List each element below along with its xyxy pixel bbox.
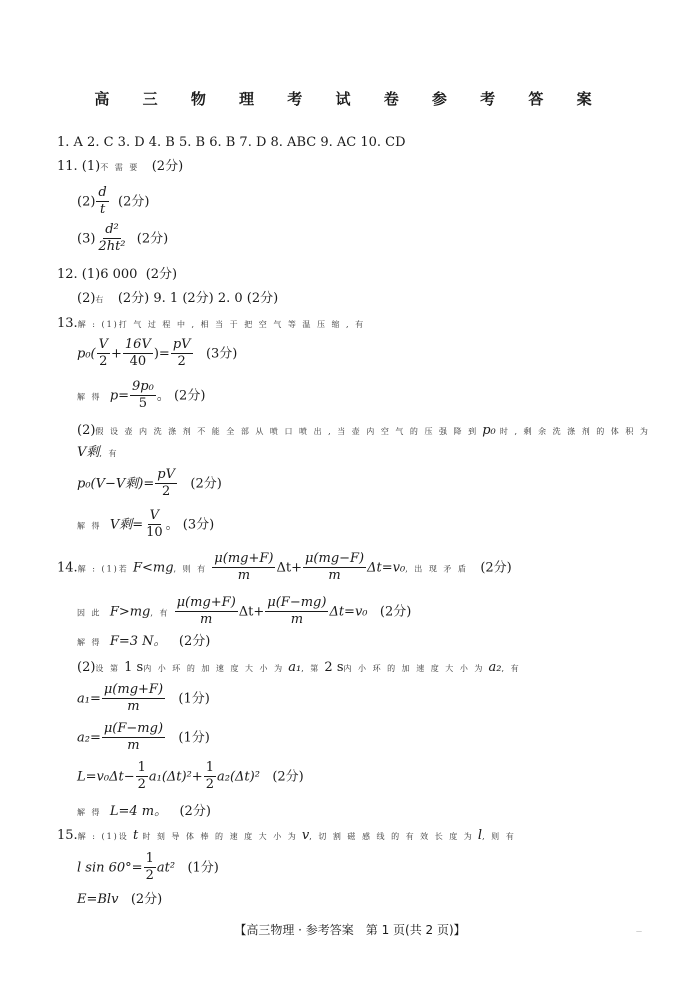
fraction: $\frac{\mu(mg+F)}{m}$ <box>214 551 274 584</box>
fraction: $\frac{1}{2}$ <box>145 851 154 884</box>
q13-sol2: 解 得 V剩= $\frac{V}{10}$ 。 (3分) <box>77 508 215 541</box>
fraction: $\frac{\mu(mg+F)}{m}$ <box>176 595 236 628</box>
q14-line8: 解 得 L=4 m。 (2分) <box>77 804 211 819</box>
q14-line1: 14.解 : (1)若 F<mg, 则 有 $\frac{\mu(mg+F)}{m}$ Δt+ $\frac{\mu(mg-F)}{m}$ Δt=v₀, 出 现 矛 盾 (2分) <box>57 551 512 584</box>
page-title: 高 三 物 理 考 试 卷 参 考 答 案 <box>94 90 606 108</box>
q13-sol1: 解 得 p= $\frac{\text{9p₀}}{5}$ 。 (2分) <box>77 379 206 412</box>
fraction: $\frac{\mu(mg-F)}{m}$ <box>304 551 365 584</box>
q15-line1: 15.解 : (1)设 t 时 刻 导 体 棒 的 速 度 大 小 为 v, 切 割 磁 感 线 的 有 效 长 度 为 l, 则 有 <box>57 828 516 843</box>
fraction: $\frac{d}{t}$ <box>98 185 107 218</box>
page-footer: 【高三物理 · 参考答案 第 1 页(共 2 页)】 <box>234 923 466 937</box>
q13-eq1: p₀( $\frac{V}{2}$ + $\frac{16V}{40}$ )= $\frac{pV}{2}$ (3分) <box>77 337 238 370</box>
fraction: $\frac{\mu(F-mg)}{m}$ <box>103 721 164 754</box>
corner-mark: — <box>636 928 642 935</box>
q13-part2-cont: V剩, 有 <box>77 445 119 460</box>
q13-eq2: p₀(V−V剩)= $\frac{pV}{2}$ (2分) <box>77 467 222 500</box>
fraction: $\frac{pV}{2}$ <box>157 467 175 500</box>
q15-line3: E=Blv (2分) <box>77 892 163 907</box>
q13-line1: 13.解 : (1)打 气 过 程 中 , 相 当 于 把 空 气 等 温 压 缩 , 有 <box>57 316 366 331</box>
q13-part2: (2)假 设 壶 内 洗 涤 剂 不 能 全 部 从 喷 口 喷 出 , 当 壶 内 空 气 的 压 强 降 到 p₀ 时 , 剩 余 洗 涤 剂 的 体 积 为 <box>77 423 650 438</box>
q12-line2: (2)右 (2分) 9. 1 (2分) 2. 0 (2分) <box>77 291 279 306</box>
q14-line2: 因 此 F>mg, 有 $\frac{\mu(mg+F)}{m}$ Δt+ $\frac{\mu(F-mg)}{m}$ Δt=v₀ (2分) <box>77 595 412 628</box>
fraction: $\frac{\text{9p₀}}{5}$ <box>132 379 154 412</box>
q14-line6: a₂= $\frac{\mu(F-mg)}{m}$ (1分) <box>77 721 210 754</box>
q14-line3: 解 得 F=3 N。 (2分) <box>77 634 211 649</box>
fraction: $\frac{V}{2}$ <box>98 337 108 370</box>
q11-line3: (3) $\frac{\text{d²}}{\text{2ht²}}$ (2分) <box>77 222 169 255</box>
fraction: $\frac{pV}{2}$ <box>172 337 191 370</box>
q15-line2: l sin 60°= $\frac{1}{2}$ at² (1分) <box>77 851 219 884</box>
fraction: $\frac{\text{d²}}{\text{2ht²}}$ <box>98 222 126 255</box>
q11-line2: (2) $\frac{d}{t}$ (2分) <box>77 185 150 218</box>
q14-line4: (2)设 第 1 s内 小 环 的 加 速 度 大 小 为 a₁, 第 2 s内 小 环 的 加 速 度 大 小 为 a₂, 有 <box>77 660 521 675</box>
fraction: $\frac{V}{10}$ <box>146 508 163 541</box>
fraction: $\frac{\mu(mg+F)}{m}$ <box>103 682 164 715</box>
q14-line5: a₁= $\frac{\mu(mg+F)}{m}$ (1分) <box>77 682 210 715</box>
q14-line7: L=v₀Δt− $\frac{1}{2}$ a₁(Δt)²+ $\frac{1}{2}$ a₂(Δt)² (2分) <box>77 760 304 793</box>
q12-line1: 12. (1)6 000 (2分) <box>57 267 178 282</box>
fraction: $\frac{16V}{40}$ <box>124 337 151 370</box>
q11-line1: 11. (1)不 需 要 (2分) <box>57 159 184 174</box>
fraction: $\frac{1}{2}$ <box>205 760 214 793</box>
fraction: $\frac{1}{2}$ <box>137 760 146 793</box>
fraction: $\frac{\mu(F-mg)}{m}$ <box>267 595 327 628</box>
choice-answers: 1. A 2. C 3. D 4. B 5. B 6. B 7. D 8. ABC 9. AC 10. CD <box>57 135 406 150</box>
